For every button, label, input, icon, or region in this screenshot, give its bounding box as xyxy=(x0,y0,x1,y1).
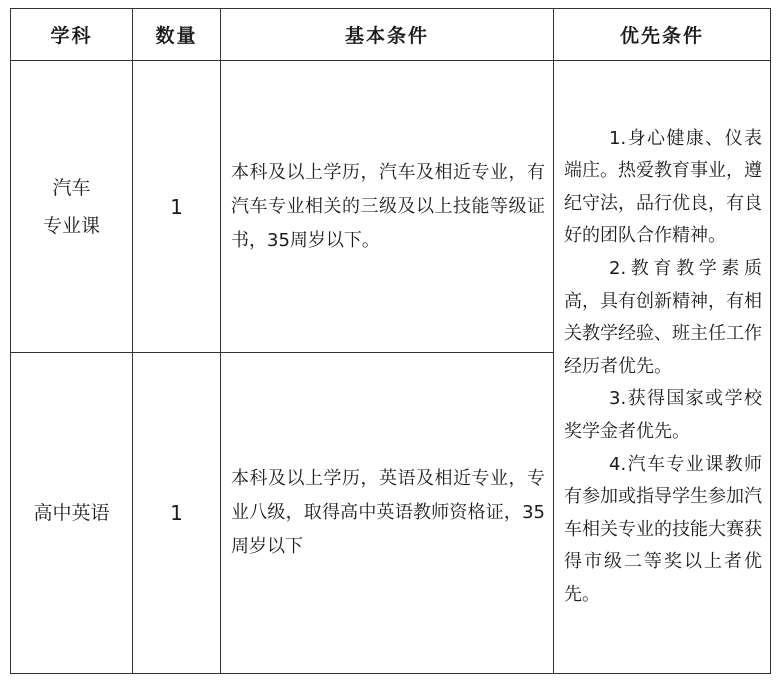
basic-conditions-cell: 本科及以上学历，汽车及相近专业，有汽车专业相关的三级及以上技能等级证书，35周岁以下。 xyxy=(221,61,554,353)
preferred-item: 2.教育教学素质高，具有创新精神，有相关教学经验、班主任工作经历者优先。 xyxy=(564,258,762,377)
header-row xyxy=(11,9,771,61)
subject-cell xyxy=(11,353,133,674)
basic-conditions-cell: 本科及以上学历，英语及相近专业，专业八级，取得高中英语教师资格证，35周岁以下 xyxy=(221,353,554,674)
subject-cell xyxy=(11,61,133,353)
header-basic-conditions: 基本条件 xyxy=(221,9,554,61)
table-row xyxy=(11,61,771,353)
preferred-item: 1.身心健康、仪表端庄。热爱教育事业，遵纪守法，品行优良，有良好的团队合作精神。 xyxy=(564,127,762,247)
count-cell: 1 xyxy=(133,353,221,674)
header-subject: 学科 xyxy=(11,9,133,61)
preferred-conditions-cell xyxy=(554,61,771,674)
header-preferred-conditions: 优先条件 xyxy=(554,9,771,61)
subject-line: 汽车 xyxy=(52,176,91,199)
preferred-item: 4.汽车专业课教师有参加或指导学生参加汽车相关专业的技能大赛获得市级二等奖以上者优先。 xyxy=(564,453,762,605)
count-cell: 1 xyxy=(133,61,221,353)
header-count: 数量 xyxy=(133,9,221,61)
recruitment-table xyxy=(10,8,771,674)
subject-line: 专业课 xyxy=(42,214,100,237)
preferred-item: 3.获得国家或学校奖学金者优先。 xyxy=(564,388,762,442)
subject-line: 高中英语 xyxy=(33,502,110,525)
